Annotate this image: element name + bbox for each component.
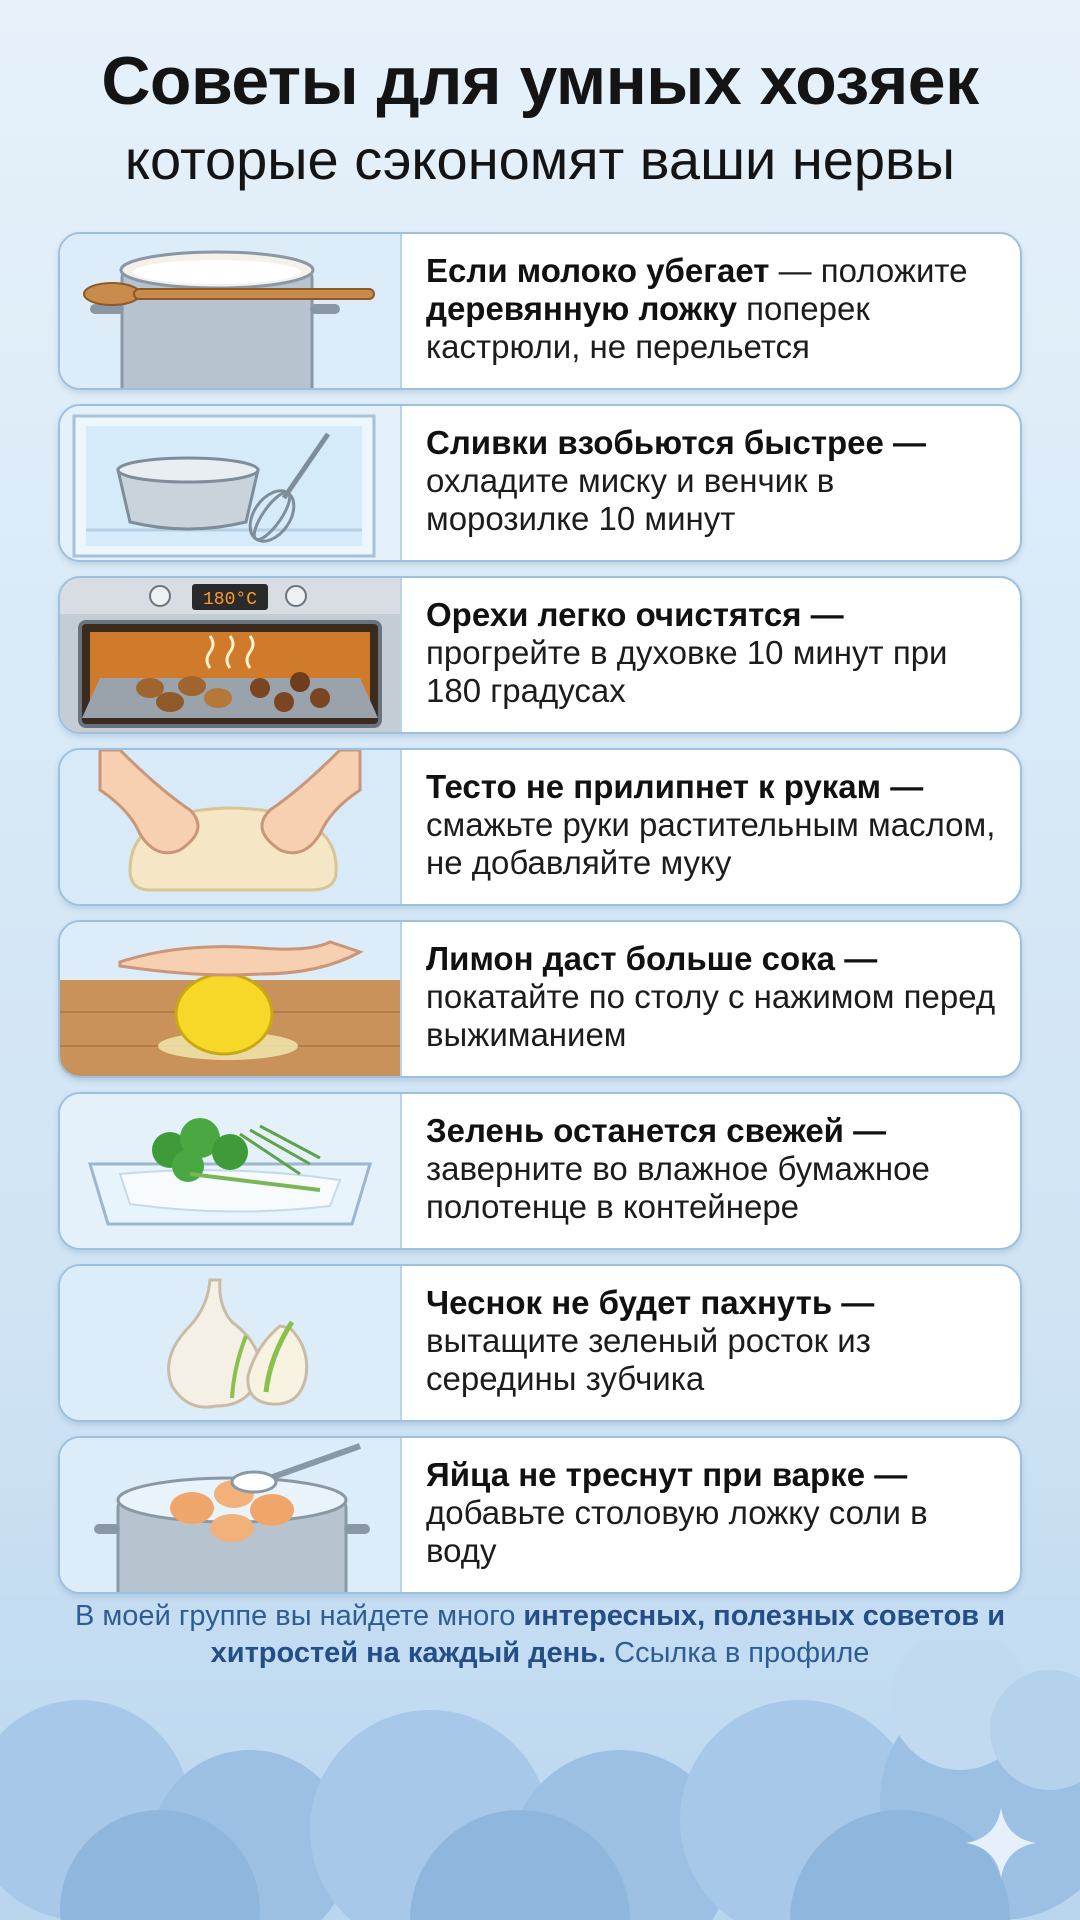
garlic-sprout-illustration — [60, 1266, 402, 1420]
sparkle-icon — [966, 1808, 1036, 1878]
eggs-pot-salt-illustration — [60, 1438, 402, 1592]
clouds-decoration — [0, 1640, 1080, 1920]
tip-card-garlic — [58, 1264, 1022, 1422]
tips-list — [58, 232, 1022, 1608]
tip-card-greens — [58, 1092, 1022, 1250]
tip-card-nuts — [58, 576, 1022, 734]
tip-card-eggs — [58, 1436, 1022, 1594]
greens-container-illustration — [60, 1094, 402, 1248]
oven-nuts-illustration — [60, 578, 402, 732]
lemon-rolling-illustration — [60, 922, 402, 1076]
tip-text: Яйца не треснут при варке — добавьте столовую ложку соли в воду — [426, 1456, 928, 1569]
header — [0, 40, 1080, 194]
footer-note: В моей группе вы найдете много интересных, полезных советов и хитростей на каждый день. Ссылка в профиле — [74, 1600, 1006, 1669]
hands-dough-illustration — [60, 750, 402, 904]
tip-card-lemon — [58, 920, 1022, 1078]
page-subtitle: которые сэкономят ваши нервы — [124, 128, 956, 191]
tip-text: Орехи легко очистятся — прогрейте в духовке 10 минут при 180 градусах — [426, 596, 948, 709]
tip-card-dough — [58, 748, 1022, 906]
freezer-bowl-whisk-illustration — [60, 406, 402, 560]
tip-text: Сливки взобьются быстрее — охладите миску и венчик в морозилке 10 минут — [426, 424, 927, 537]
tip-text: Чеснок не будет пахнуть — вытащите зеленый росток из середины зубчика — [426, 1284, 875, 1397]
tip-card-milk — [58, 232, 1022, 390]
tip-text: Тесто не прилипнет к рукам — смажьте руки растительным маслом, не добавляйте муку — [426, 768, 996, 881]
tip-card-cream — [58, 404, 1022, 562]
tip-text: Лимон даст больше сока — покатайте по столу с нажимом перед выжиманием — [426, 940, 996, 1053]
svg-text:180°C: 180°C — [202, 590, 258, 610]
tip-text: Если молоко убегает — положите деревянную ложку поперек кастрюли, не перельется — [426, 252, 968, 365]
milk-pot-spoon-illustration — [60, 234, 402, 388]
page-title: Советы для умных хозяек — [101, 43, 979, 119]
tip-text: Зелень останется свежей — заверните во влажное бумажное полотенце в контейнере — [426, 1112, 930, 1225]
